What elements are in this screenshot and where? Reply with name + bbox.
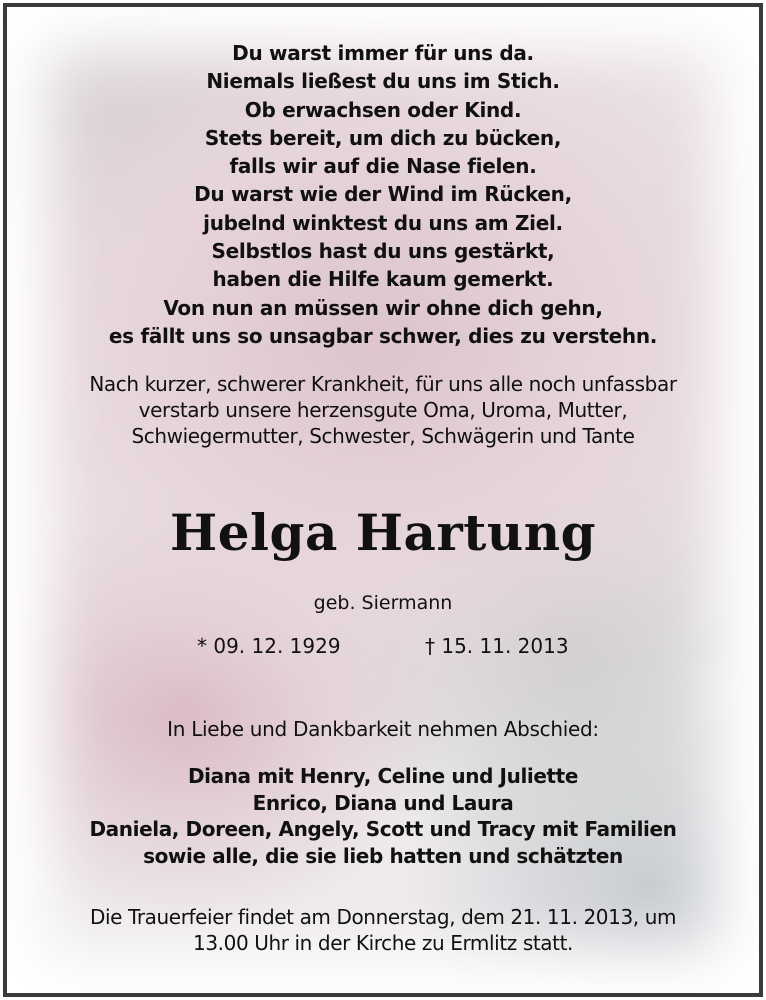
intro-line: Schwiegermutter, Schwester, Schwägerin und Tante xyxy=(131,424,635,448)
mourners-list xyxy=(17,763,749,869)
mourner-line: Daniela, Doreen, Angely, Scott und Tracy mit Familien xyxy=(89,817,677,841)
poem-line: Ob erwachsen oder Kind. xyxy=(244,97,522,122)
poem-line: falls wir auf die Nase fielen. xyxy=(229,154,537,179)
poem-line: haben die Hilfe kaum gemerkt. xyxy=(212,267,554,292)
death-date: † 15. 11. 2013 xyxy=(425,634,569,658)
poem-line: Selbstlos hast du uns gestärkt, xyxy=(211,239,555,264)
deceased-name: Helga Hartung xyxy=(169,503,597,562)
poem xyxy=(27,39,739,350)
poem-line: Du warst immer für uns da. xyxy=(232,41,534,65)
mourner-line: sowie alle, die sie lieb hatten und schätzten xyxy=(143,843,623,868)
obituary-frame xyxy=(3,3,763,997)
intro-line: verstarb unsere herzensgute Oma, Uroma, Mutter, xyxy=(138,398,628,422)
poem-line: jubelnd winktest du uns am Ziel. xyxy=(203,210,563,235)
birth-date: * 09. 12. 1929 xyxy=(197,634,341,658)
poem-line: Niemals ließest du uns im Stich. xyxy=(206,69,560,94)
obituary-content xyxy=(7,7,759,993)
poem-line: Du warst wie der Wind im Rücken, xyxy=(194,182,572,207)
maiden-name: geb. Siermann xyxy=(313,592,453,614)
poem-line: es fällt uns so unsagbar schwer, dies zu verstehn. xyxy=(108,323,658,348)
funeral-notice xyxy=(17,904,749,956)
farewell-line: In Liebe und Dankbarkeit nehmen Abschied: xyxy=(167,717,599,741)
intro-line: Nach kurzer, schwerer Krankheit, für uns alle noch unfassbar xyxy=(89,372,677,396)
funeral-line: Die Trauerfeier findet am Donnerstag, dem 21. 11. 2013, um xyxy=(89,905,677,929)
poem-line: Stets bereit, um dich zu bücken, xyxy=(204,125,562,150)
mourner-line: Enrico, Diana und Laura xyxy=(252,790,514,815)
poem-line: Von nun an müssen wir ohne dich gehn, xyxy=(163,295,603,320)
announcement-intro xyxy=(17,371,749,449)
funeral-line: 13.00 Uhr in der Kirche zu Ermlitz statt. xyxy=(193,931,573,955)
mourner-line: Diana mit Henry, Celine und Juliette xyxy=(187,764,579,788)
